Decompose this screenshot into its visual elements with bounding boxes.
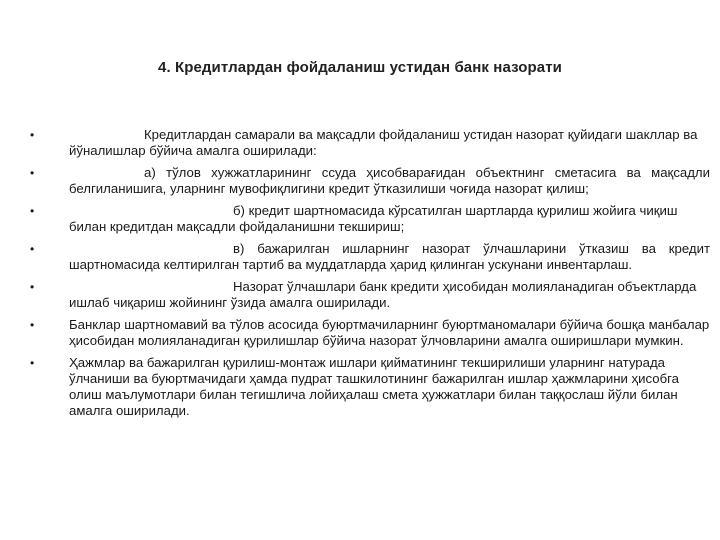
list-item [30, 127, 710, 159]
item-text: в) бажарилган ишларнинг назорат ўлчашларини ўтказиш ва кредит шартномасида келтирилган тартиб ва муддатларда ҳарид қилинган ускунани инвентарлаш. [69, 241, 710, 272]
list-item [30, 279, 710, 311]
item-text: Назорат ўлчашлари банк кредити ҳисобидан молияланадиган объектларда ишлаб чиқариш жойининг ўзида амалга оширилади. [69, 279, 697, 310]
item-text: Кредитлардан самарали ва мақсадли фойдаланиш устидан назорат қуйидаги шакллар ва йўналишлар бўйича амалга оширилади: [69, 127, 698, 158]
bullet-list [30, 127, 710, 425]
item-text: а) тўлов хужжатларининг ссуда ҳисобварағидан объектнинг сметасига ва мақсадли белгиланишига, уларнинг мувофиқлигини кредит ўтказилиши чоғида назорат қилиш; [69, 165, 710, 196]
list-item [30, 165, 710, 197]
bullet-icon: • [30, 318, 35, 332]
bullet-icon: • [30, 128, 35, 142]
bullet-icon: • [30, 204, 35, 218]
bullet-icon: • [30, 242, 35, 256]
list-item [30, 317, 710, 349]
slide-title: 4. Кредитлардан фойдаланиш устидан банк назорати [158, 59, 562, 76]
list-item [30, 355, 710, 419]
item-text: Ҳажмлар ва бажарилган қурилиш-монтаж ишлари қийматининг текширилиши уларнинг натурада ўлчаниши ва буюртмачидаги ҳамда пудрат ташкилотининг бажарилган ишлар ҳажмларини ҳисобга олиш маълумотлари билан тегишлича лойиҳалаш смета ҳужжатлари билан таққослаш йўли билан амалга оширилади. [69, 355, 679, 418]
bullet-icon: • [30, 166, 35, 180]
list-item [30, 203, 710, 235]
bullet-icon: • [30, 280, 35, 294]
bullet-icon: • [30, 356, 35, 370]
item-text: Банклар шартномавий ва тўлов асосида буюртмачиларнинг буюртманомалари бўйича бошқа манбалар ҳисобидан молияланадиган қурилишлар бўйича назорат ўлчовларини амалга оширишлари мумкин. [69, 317, 710, 348]
item-text: б) кредит шартномасида кўрсатилган шартларда қурилиш жойига чиқиш билан кредитдан мақсадли фойдаланишни текшириш; [69, 203, 678, 234]
list-item [30, 241, 710, 273]
